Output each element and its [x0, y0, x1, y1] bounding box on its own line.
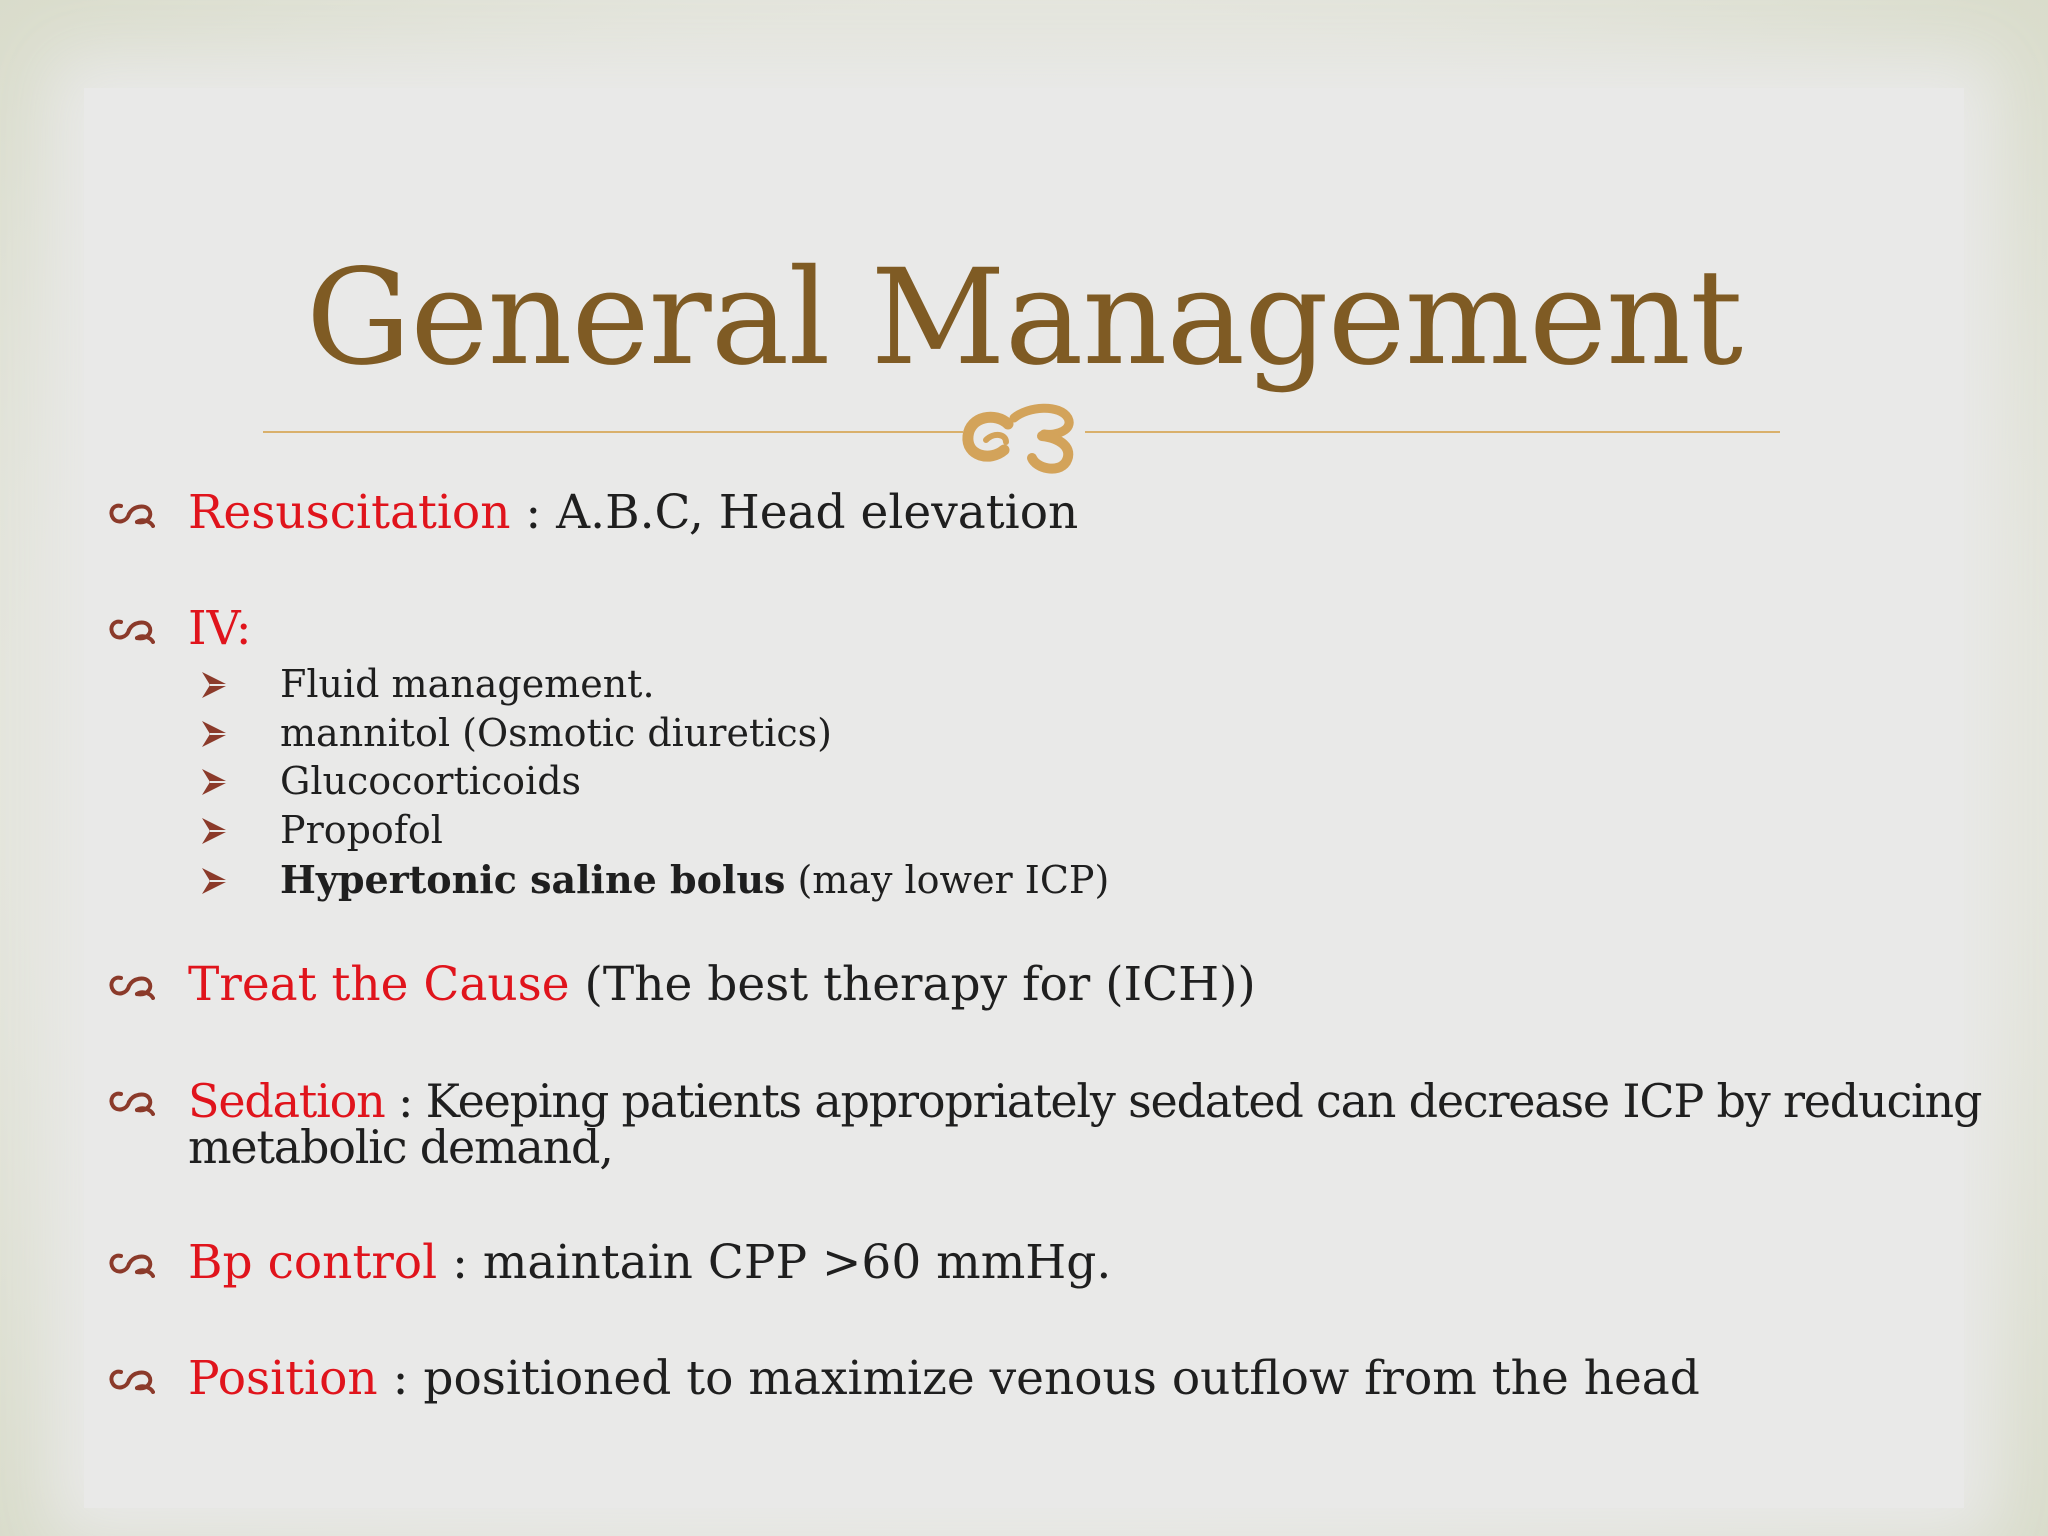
bullet-label: IV:: [188, 601, 252, 656]
sub-item-description: mannitol (Osmotic diuretics): [280, 711, 832, 755]
arrowhead-bullet-icon: [200, 719, 230, 749]
bullet-text: [188, 1074, 1982, 1128]
double-curl-bullet-icon: [107, 498, 155, 528]
arrowhead-bullet-icon: [200, 866, 230, 896]
sub-item-description: Propofol: [280, 808, 443, 852]
sub-item-description: Fluid management.: [280, 662, 655, 706]
bullet-text: [188, 1235, 1112, 1290]
sub-item-text: [280, 858, 1109, 902]
arrowhead-bullet-icon: [200, 767, 230, 797]
double-curl-bullet-icon: [107, 1364, 155, 1394]
bullet-text: [188, 957, 1256, 1012]
arrowhead-bullet-icon: [200, 670, 230, 700]
double-curl-bullet-icon: [107, 614, 155, 644]
sub-item-text: [280, 808, 443, 852]
bullet-text: [188, 601, 252, 656]
bullet-description: : Keeping patients appropriately sedated can decrease ICP by reducing: [384, 1074, 1982, 1128]
double-curl-bullet-icon: [107, 1086, 155, 1116]
bullet-label: Position: [188, 1351, 378, 1406]
bullet-description: : positioned to maximize venous outflow from the head: [377, 1351, 1700, 1406]
bullet-description: : A.B.C, Head elevation: [510, 485, 1079, 540]
arrowhead-bullet-icon: [200, 816, 230, 846]
bullet-label: Resuscitation: [188, 485, 511, 540]
sub-item-text: [280, 662, 655, 706]
bullet-description: (The best therapy for (ICH)): [569, 957, 1256, 1012]
bullet-description: : maintain CPP >60 mmHg.: [437, 1235, 1112, 1290]
double-curl-bullet-icon: [107, 1248, 155, 1278]
double-curl-bullet-icon: [107, 970, 155, 1000]
sub-item-description: Glucocorticoids: [280, 759, 582, 803]
bullet-label: Bp control: [188, 1235, 438, 1290]
sub-item-text: [280, 759, 581, 803]
sub-item-bold: Hypertonic saline bolus: [280, 857, 786, 902]
bullet-text: [188, 485, 1079, 540]
sub-item-text: [280, 711, 832, 755]
slide-title: General Management: [305, 241, 1743, 395]
sub-item-description: (may lower ICP): [785, 858, 1110, 902]
sedation-continuation: metabolic demand,: [188, 1120, 613, 1174]
bullet-text: [188, 1351, 1700, 1406]
bullet-label: Treat the Cause: [188, 957, 570, 1012]
bullet-label: Sedation: [188, 1074, 385, 1128]
